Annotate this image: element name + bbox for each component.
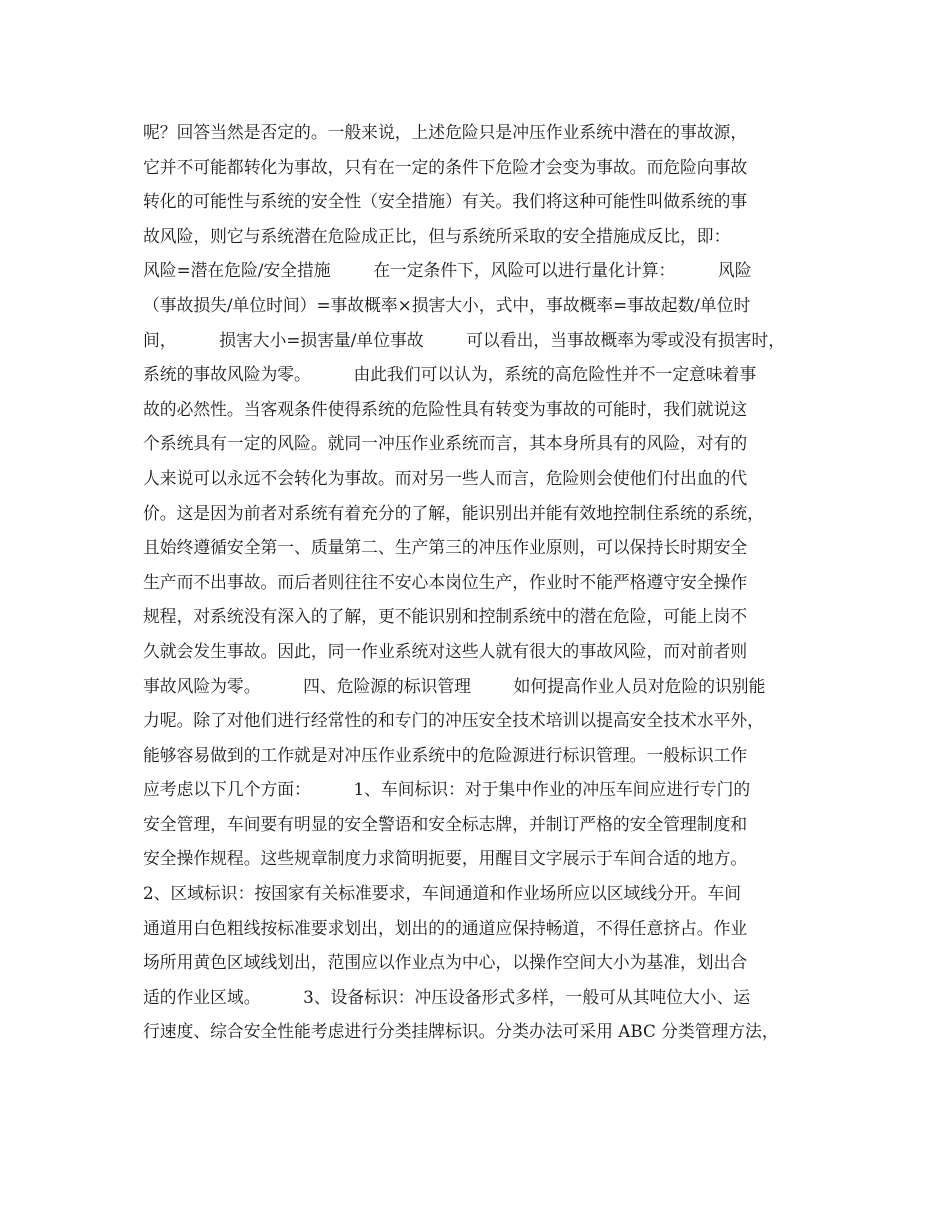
- text-line: 风险=潜在危险/安全措施 在一定条件下，风险可以进行量化计算： 风险: [143, 260, 752, 281]
- text-line: 间， 损害大小=损害量/单位事故 可以看出，当事故概率为零或没有损害时，: [143, 329, 786, 350]
- body-text: [143, 115, 823, 1049]
- text-line: 转化的可能性与系统的安全性（安全措施）有关。我们将这种可能性叫做系统的事: [143, 191, 748, 212]
- text-line: （事故损失/单位时间）=事故概率×损害大小，式中，事故概率=事故起数/单位时: [143, 294, 751, 315]
- text-line: 适的作业区域。 3、设备标识：冲压设备形式多样，一般可从其吨位大小、运: [143, 986, 751, 1007]
- text-line: 安全管理，车间要有明显的安全警语和安全标志牌，并制订严格的安全管理制度和: [143, 813, 748, 834]
- text-line: 呢？回答当然是否定的。一般来说，上述危险只是冲压作业系统中潜在的事故源，: [143, 122, 748, 142]
- text-line: 故的必然性。当客观条件使得系统的危险性具有转变为事故的可能时，我们就说这: [143, 398, 748, 419]
- text-line: 行速度、综合安全性能考虑进行分类挂牌标识。分类办法可采用 ABC 分类管理方法，: [143, 1021, 779, 1042]
- text-line: 它并不可能都转化为事故，只有在一定的条件下危险才会变为事故。而危险向事故: [143, 156, 748, 177]
- text-line: 系统的事故风险为零。 由此我们可以认为，系统的高危险性并不一定意味着事: [143, 364, 757, 385]
- text-line: 安全操作规程。这些规章制度力求简明扼要，用醒目文字展示于车间合适的地方。: [143, 848, 748, 869]
- text-line: 场所用黄色区域线划出，范围应以作业点为中心，以操作空间大小为基准，划出合: [143, 952, 748, 973]
- text-line: 久就会发生事故。因此，同一作业系统对这些人就有很大的事故风险，而对前者则: [143, 640, 748, 661]
- text-line: 人来说可以永远不会转化为事故。而对另一些人而言，危险则会使他们付出血的代: [143, 467, 748, 488]
- text-line: 能够容易做到的工作就是对冲压作业系统中的危险源进行标识管理。一般标识工作: [143, 744, 748, 765]
- text-line: 且始终遵循安全第一、质量第二、生产第三的冲压作业原则，可以保持长时期安全: [143, 537, 748, 558]
- text-line: 应考虑以下几个方面： 1、车间标识：对于集中作业的冲压车间应进行专门的: [143, 779, 751, 800]
- text-line: 生产而不出事故。而后者则往往不安心本岗位生产，作业时不能严格遵守安全操作: [143, 571, 748, 592]
- text-line: 2、区域标识：按国家有关标准要求，车间通道和作业场所应以区域线分开。车间: [143, 883, 742, 904]
- text-line: 通道用白色粗线按标准要求划出，划出的的通道应保持畅道，不得任意挤占。作业: [143, 917, 748, 938]
- text-line: 故风险，则它与系统潜在危险成正比，但与系统所采取的安全措施成反比，即：: [143, 225, 731, 246]
- text-line: 事故风险为零。 四、危险源的标识管理 如何提高作业人员对危险的识别能: [143, 675, 766, 696]
- text-line: 个系统具有一定的风险。就同一冲压作业系统而言，其本身所具有的风险，对有的: [143, 433, 748, 454]
- text-line: 规程，对系统没有深入的了解，更不能识别和控制系统中的潜在危险，可能上岗不: [143, 606, 748, 627]
- text-line: 价。这是因为前者对系统有着充分的了解，能识别出并能有效地控制住系统的系统，: [143, 502, 764, 523]
- text-line: 力呢。除了对他们进行经常性的和专门的冲压安全技术培训以提高安全技术水平外，: [143, 710, 764, 731]
